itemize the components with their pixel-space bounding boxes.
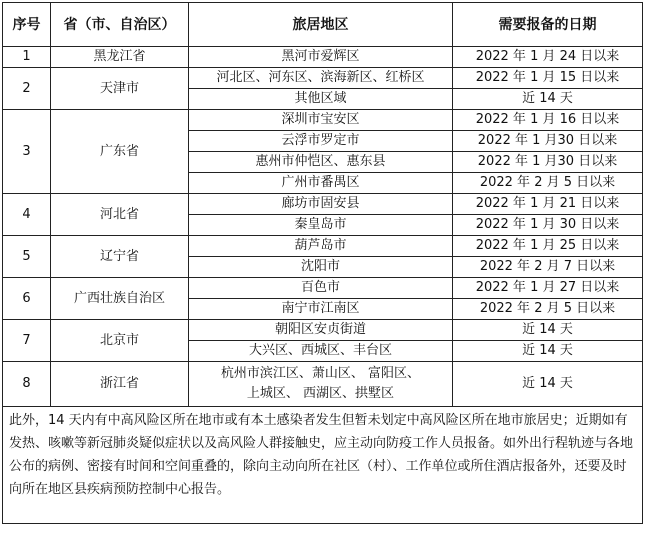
cell-index: 7 <box>3 320 51 362</box>
cell-area: 大兴区、西城区、丰台区 <box>189 341 453 362</box>
table-row <box>3 110 643 131</box>
cell-province: 天津市 <box>51 68 189 110</box>
cell-area: 河北区、河东区、滨海新区、红桥区 <box>189 68 453 89</box>
cell-index: 4 <box>3 194 51 236</box>
cell-index: 6 <box>3 278 51 320</box>
cell-date: 2022 年 1 月 25 日以来 <box>453 236 643 257</box>
cell-index: 1 <box>3 47 51 68</box>
cell-province: 北京市 <box>51 320 189 362</box>
cell-province: 浙江省 <box>51 362 189 407</box>
cell-date: 近 14 天 <box>453 320 643 341</box>
table-row <box>3 236 643 257</box>
cell-date: 2022 年 1 月30 日以来 <box>453 152 643 173</box>
footnote-text: 此外，14 天内有中高风险区所在地市或有本土感染者发生但暂未划定中高风险区所在地市旅居史；近期如有发热、咳嗽等新冠肺炎疑似症状以及高风险人群接触史，应主动向防疫工作人员报备。如外出行程轨迹与各地公布的病例、密接有时间和空间重叠的，除向主动向所在社区（村）、工作单位或所住酒店报备外，还要及时向所在地区县疾病预防控制中心报告。 <box>3 407 643 524</box>
cell-province: 广东省 <box>51 110 189 194</box>
cell-date: 2022 年 1 月30 日以来 <box>453 131 643 152</box>
note-row <box>3 407 643 524</box>
cell-area: 南宁市江南区 <box>189 299 453 320</box>
cell-date: 2022 年 1 月 30 日以来 <box>453 215 643 236</box>
header-index: 序号 <box>3 3 51 47</box>
table-row <box>3 194 643 215</box>
header-province: 省（市、自治区） <box>51 3 189 47</box>
header-date: 需要报备的日期 <box>453 3 643 47</box>
cell-area: 朝阳区安贞街道 <box>189 320 453 341</box>
cell-date: 近 14 天 <box>453 89 643 110</box>
cell-date: 2022 年 1 月 21 日以来 <box>453 194 643 215</box>
cell-area: 广州市番禺区 <box>189 173 453 194</box>
header-area: 旅居地区 <box>189 3 453 47</box>
table-row <box>3 278 643 299</box>
cell-area: 百色市 <box>189 278 453 299</box>
cell-date: 2022 年 1 月 27 日以来 <box>453 278 643 299</box>
cell-date: 2022 年 1 月 24 日以来 <box>453 47 643 68</box>
table-row <box>3 68 643 89</box>
header-row <box>3 3 643 47</box>
cell-area: 葫芦岛市 <box>189 236 453 257</box>
table-row <box>3 362 643 407</box>
cell-index: 3 <box>3 110 51 194</box>
cell-area: 其他区域 <box>189 89 453 110</box>
table-row <box>3 47 643 68</box>
cell-area: 廊坊市固安县 <box>189 194 453 215</box>
cell-area: 云浮市罗定市 <box>189 131 453 152</box>
cell-date: 2022 年 2 月 5 日以来 <box>453 173 643 194</box>
cell-date: 近 14 天 <box>453 362 643 407</box>
cell-index: 5 <box>3 236 51 278</box>
cell-area: 杭州市滨江区、萧山区、 富阳区、上城区、 西湖区、拱墅区 <box>189 362 453 407</box>
cell-date: 2022 年 2 月 5 日以来 <box>453 299 643 320</box>
cell-province: 广西壮族自治区 <box>51 278 189 320</box>
cell-index: 8 <box>3 362 51 407</box>
cell-date: 2022 年 1 月 16 日以来 <box>453 110 643 131</box>
report-table-wrapper <box>2 2 643 524</box>
cell-province: 河北省 <box>51 194 189 236</box>
cell-index: 2 <box>3 68 51 110</box>
cell-date: 2022 年 2 月 7 日以来 <box>453 257 643 278</box>
cell-area: 秦皇岛市 <box>189 215 453 236</box>
cell-area: 沈阳市 <box>189 257 453 278</box>
table-body <box>3 47 643 407</box>
cell-area: 惠州市仲恺区、惠东县 <box>189 152 453 173</box>
cell-province: 黑龙江省 <box>51 47 189 68</box>
travel-report-table <box>2 2 643 524</box>
cell-province: 辽宁省 <box>51 236 189 278</box>
cell-date: 近 14 天 <box>453 341 643 362</box>
cell-area: 深圳市宝安区 <box>189 110 453 131</box>
cell-area: 黑河市爱辉区 <box>189 47 453 68</box>
table-row <box>3 320 643 341</box>
cell-date: 2022 年 1 月 15 日以来 <box>453 68 643 89</box>
